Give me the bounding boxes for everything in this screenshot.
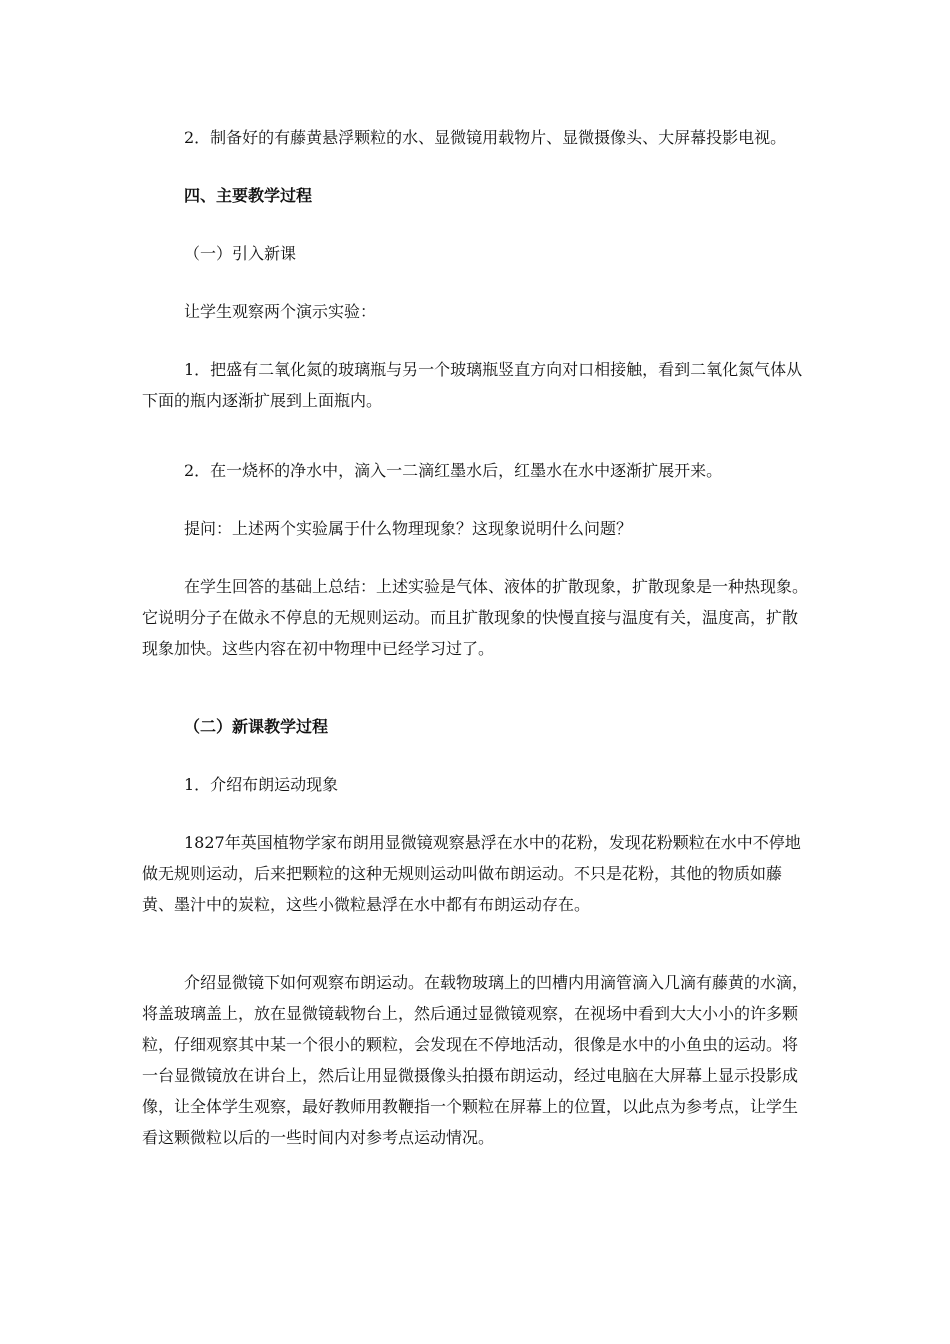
paragraph-materials-2: 2．制备好的有藤黄悬浮颗粒的水、显微镜用载物片、显微摄像头、大屏幕投影电视。	[184, 128, 787, 147]
paragraph-observe-experiments: 让学生观察两个演示实验：	[184, 302, 377, 321]
section-heading-teaching-process: 四、主要教学过程	[184, 186, 313, 205]
paragraph-experiment-1: 1．把盛有二氧化氮的玻璃瓶与另一个玻璃瓶竖直方向对口相接触，看到二氧化氮气体从下面的瓶内逐渐扩展到上面瓶内。	[142, 360, 803, 410]
paragraph-question: 提问：上述两个实验属于什么物理现象？这现象说明什么问题？	[184, 519, 633, 538]
paragraph-brownian-history: 1827年英国植物学家布朗用显微镜观察悬浮在水中的花粉，发现花粉颗粒在水中不停地做无规则运动，后来把颗粒的这种无规则运动叫做布朗运动。不只是花粉，其他的物质如藤黄、墨汁中的炭粒，这些小微粒悬浮在水中都有布朗运动存在。	[142, 833, 801, 914]
paragraph-summary: 在学生回答的基础上总结：上述实验是气体、液体的扩散现象，扩散现象是一种热现象。它说明分子在做永不停息的无规则运动。而且扩散现象的快慢直接与温度有关，温度高，扩散现象加快。这些内容在初中物理中已经学习过了。	[142, 577, 809, 658]
paragraph-microscope-observation: 介绍显微镜下如何观察布朗运动。在载物玻璃上的凹槽内用滴管滴入几滴有藤黄的水滴，将盖玻璃盖上，放在显微镜载物台上，然后通过显微镜观察，在视场中看到大大小小的许多颗粒，仔细观察其中某一个很小的颗粒，会发现在不停地活动，很像是水中的小鱼虫的运动。将一台显微镜放在讲台上，然后让用显微摄像头拍摄布朗运动，经过电脑在大屏幕上显示投影成像，让全体学生观察，最好教师用教鞭指一个颗粒在屏幕上的位置，以此点为参考点，让学生看这颗微粒以后的一些时间内对参考点运动情况。	[142, 973, 809, 1147]
subheading-introduce-new-lesson: （一）引入新课	[184, 244, 297, 263]
subheading-new-lesson-process: （二）新课教学过程	[184, 717, 329, 736]
paragraph-experiment-2: 2．在一烧杯的净水中，滴入一二滴红墨水后，红墨水在水中逐渐扩展开来。	[184, 461, 723, 480]
paragraph-brownian-intro-title: 1．介绍布朗运动现象	[184, 775, 339, 794]
